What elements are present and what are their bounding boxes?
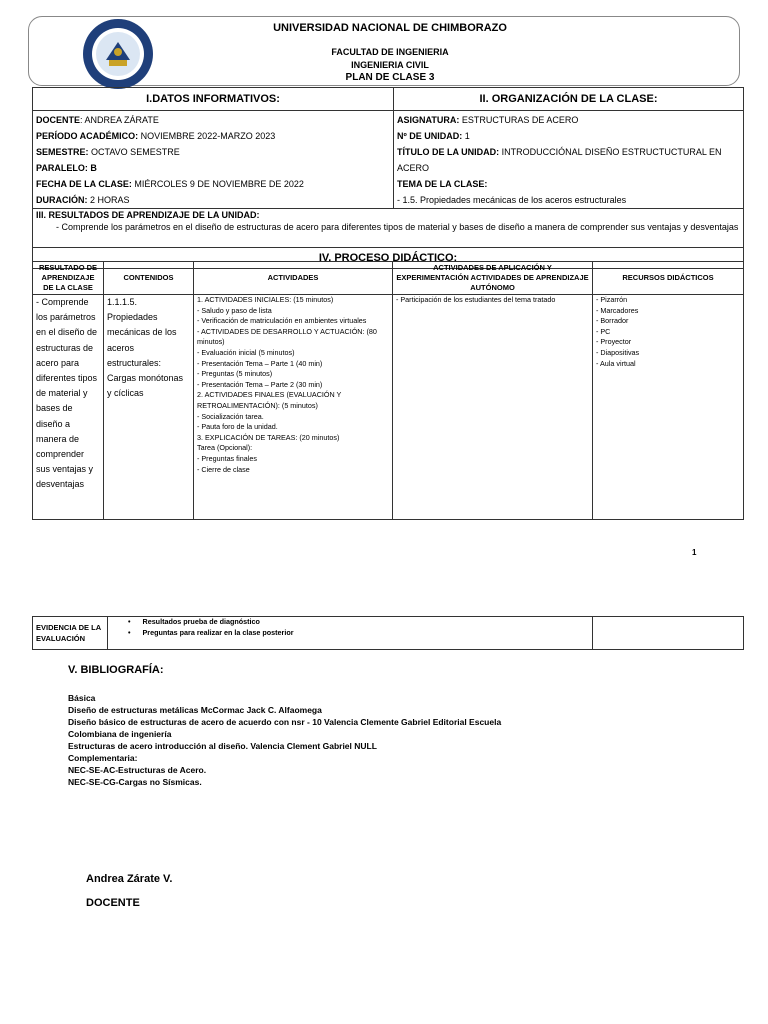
resource-item: - PC (596, 326, 611, 336)
resource-item: - Diapositivas (596, 347, 640, 357)
bibliography-line: Diseño básico de estructuras de acero de acuerdo con nsr - 10 Valencia Clemente Gabriel Editorial Escuela (68, 717, 502, 727)
activity-item: - Evaluación inicial (5 minutos) (197, 347, 295, 357)
resource-item: - Proyector (596, 337, 632, 347)
activity-item: 1. ACTIVIDADES INICIALES: (15 minutos) (197, 295, 334, 304)
activity-item: 3. EXPLICACIÓN DE TAREAS: (20 minutos) (197, 432, 340, 442)
evidence-table (32, 616, 744, 650)
section1-body: DOCENTE: ANDREA ZÁRATE PERÍODO ACADÉMICO: NOVIEMBRE 2022-MARZO 2023 SEMESTRE: OCTAVO SEMESTRE PARALELO: B FECHA DE LA CLASE: MIÉRCOLES 9 DE NOVIEMBRE DE 2022 DURACIÓN: 2 HORAS (33, 111, 394, 209)
activity-item: 2. ACTIVIDADES FINALES (EVALUACIÓN Y RETROALIMENTACIÓN): (5 minutos) (197, 390, 342, 410)
resource-item: - Aula virtual (596, 358, 636, 368)
resource-item: - Pizarrón (596, 295, 628, 304)
evidence-label: EVIDENCIA DE LA EVALUACIÓN (33, 617, 108, 650)
bibliography-line: Complementaria: (68, 753, 138, 763)
bibliography-line: Colombiana de ingeniería (68, 729, 172, 739)
col-contents: CONTENIDOS (104, 262, 194, 295)
section3 (33, 209, 744, 248)
career-name: INGENIERIA CIVIL (351, 60, 429, 70)
signature-role: DOCENTE (86, 897, 140, 909)
bibliography-line: Básica (68, 693, 96, 703)
application-text: - Participación de los estudiantes del tema tratado (393, 295, 593, 520)
bibliography-line: NEC-SE-CG-Cargas no Sísmicas. (68, 777, 202, 787)
plan-title: PLAN DE CLASE 3 (345, 72, 435, 83)
resource-item: - Borrador (596, 316, 629, 326)
activity-item: - Verificación de matriculación en ambientes virtuales (197, 316, 367, 326)
activity-item: Tarea (Opcional): (197, 443, 253, 453)
resource-item: - Marcadores (596, 305, 639, 315)
activity-item: - Presentación Tema – Parte 1 (40 min) (197, 358, 323, 368)
evidence-items (108, 617, 593, 650)
info-table (32, 87, 744, 269)
activity-item: - ACTIVIDADES DE DESARROLLO Y ACTUACIÓN: (80 minutos) (197, 326, 377, 347)
section4-title: IV. PROCESO DIDÁCTICO: (33, 248, 744, 269)
activity-item: - Saludo y paso de lista (197, 305, 272, 315)
evidence-item: • Resultados prueba de diagnóstico (128, 617, 260, 626)
col-activities: ACTIVIDADES (194, 262, 393, 295)
university-name: UNIVERSIDAD NACIONAL DE CHIMBORAZO (273, 22, 507, 34)
faculty-name: FACULTAD DE INGENIERIA (331, 47, 449, 57)
section3-text: - Comprende los parámetros en el diseño de estructuras de acero para diferentes tipos de material y bases de diseño a manera de comprender sus ventajas y desventajas (56, 222, 739, 232)
section3-title: III. RESULTADOS DE APRENDIZAJE DE LA UNIDAD: (36, 210, 260, 220)
section2-title: II. ORGANIZACIÓN DE LA CLASE: (394, 88, 744, 111)
signature-name: Andrea Zárate V. (86, 873, 173, 885)
result-text: - Comprende los parámetros en el diseño de estructuras de acero para diferentes tipos de material y bases de diseño a manera de comprender sus ventajas y desventajas (33, 295, 104, 520)
process-table (32, 261, 744, 520)
evidence-item: • Preguntas para realizar en la clase posterior (128, 627, 294, 637)
university-seal-icon (82, 18, 154, 90)
section2-body: ASIGNATURA: ESTRUCTURAS DE ACERO Nº DE UNIDAD: 1 TÍTULO DE LA UNIDAD: INTRODUCCIÓNAL DISEÑO ESTRUCTUCTURAL EN ACERO TEMA DE LA CLASE: - 1.5. Propiedades mecánicas de los aceros estructurales (394, 111, 744, 209)
col-application: ACTIVIDADES DE APLICACIÓN Y EXPERIMENTACIÓN ACTIVIDADES DE APRENDIZAJE AUTÓNOMO (393, 262, 593, 295)
evidence-empty (593, 617, 744, 650)
activities-list (194, 295, 393, 520)
activity-item: - Preguntas finales (197, 453, 257, 463)
activity-item: - Cierre de clase (197, 464, 250, 474)
resources-list (593, 295, 744, 520)
activity-item: - Preguntas (5 minutos) (197, 369, 273, 379)
section1-title: I.DATOS INFORMATIVOS: (33, 88, 394, 111)
col-resources: RECURSOS DIDÁCTICOS (593, 262, 744, 295)
contents-text: 1.1.1.5. Propiedades mecánicas de los aceros estructurales: Cargas monótonas y cíclicas (104, 295, 194, 520)
activity-item: - Presentación Tema – Parte 2 (30 min) (197, 379, 323, 389)
bibliography-line: Diseño de estructuras metálicas McCormac Jack C. Alfaomega (68, 705, 322, 715)
col-result: RESULTADO DE APRENDIZAJE DE LA CLASE (33, 262, 104, 295)
bibliography-title: V. BIBLIOGRAFÍA: (68, 664, 164, 676)
activity-item: - Socialización tarea. (197, 411, 264, 421)
activity-item: - Pauta foro de la unidad. (197, 422, 278, 432)
page-number: 1 (692, 548, 697, 557)
bibliography-line: Estructuras de acero introducción al diseño. Valencia Clement Gabriel NULL (68, 741, 377, 751)
bibliography-line: NEC-SE-AC-Estructuras de Acero. (68, 765, 207, 775)
bibliography-list (68, 692, 628, 788)
